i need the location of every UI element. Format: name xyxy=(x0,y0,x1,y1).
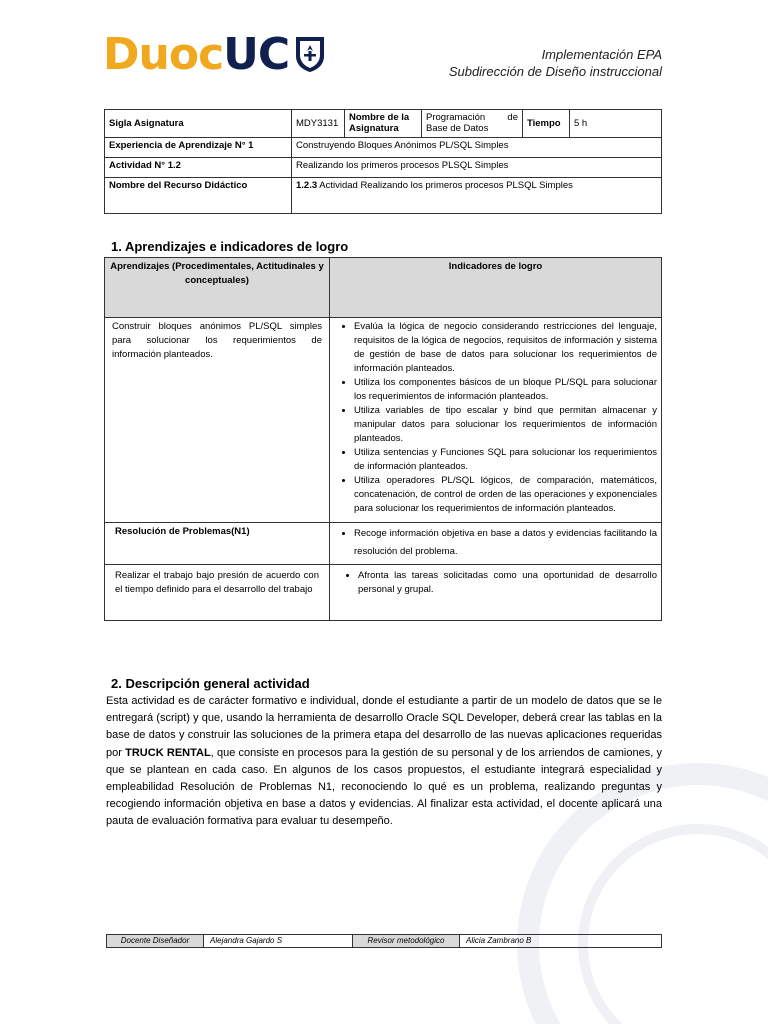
description-text-1: Esta actividad es de carácter formativo e individual, donde el estudiante a partir de un modelo de datos que se le entregará (script) y que, usando la herramienta de desarrollo Oracle SQL Developer, deberá crear las tablas en la base de datos y construir las soluciones de la primera etapa del desarrollo de las nuevas aplicaciones requeridas por xyxy=(106,695,662,759)
indicator-item: • Recoge información objetiva en base a datos y evidencias facilitando la resolución del problema. xyxy=(354,525,657,561)
sigla-value: MDY3131 xyxy=(292,110,345,138)
aprendizaje-3: Realizar el trabajo bajo presión de acuerdo con el tiempo definido para el desarrollo del trabajo xyxy=(105,565,330,621)
revisor-value: Alicia Zambrano B xyxy=(460,935,662,948)
header-line-2: Subdirección de Diseño instruccional xyxy=(448,64,662,79)
description-text-2: , que consiste en procesos para la gestión de su personal y de los arriendos de camiones, y que se plantean en cada caso. En algunos de los casos propuestos, el estudiante integrará especialidad y empleabilidad Resolución de Problemas N1, reconociendo lo qué es un problema, realizando preguntas y recogiendo información objetiva en base a datos y evidencias. Al finalizar esta actividad, el docente aplicará una pauta de evaluación formativa para evaluar tu desempeño. xyxy=(106,746,662,828)
nombre-label: Nombre de la Asignatura xyxy=(345,110,422,138)
indicator-item: • Utiliza operadores PL/SQL lógicos, de comparación, matemáticos, concatenación, de control de orden de las operaciones y exponenciales para solucionar los requerimientos de información planteados. xyxy=(354,474,657,516)
description-company: TRUCK RENTAL xyxy=(125,746,211,759)
indicadores-list-2 xyxy=(336,525,657,561)
activity-description xyxy=(106,693,662,831)
indicadores-header: Indicadores de logro xyxy=(330,258,662,318)
recurso-label: Nombre del Recurso Didáctico xyxy=(105,178,292,214)
revisor-label: Revisor metodológico xyxy=(353,935,460,948)
university-seal-icon xyxy=(293,34,327,74)
tiempo-label: Tiempo xyxy=(523,110,570,138)
actividad-value: Realizando los primeros procesos PLSQL Simples xyxy=(292,158,662,178)
logo-uc-text: UC xyxy=(223,28,290,80)
header-line-1: Implementación EPA xyxy=(541,47,662,62)
aprendizaje-2: Resolución de Problemas(N1) xyxy=(105,523,330,565)
indicator-item: • Afronta las tareas solicitadas como una oportunidad de desarrollo personal y grupal. xyxy=(358,569,657,597)
indicator-item: • Utiliza sentencias y Funciones SQL para solucionar los requerimientos de información planteados. xyxy=(354,446,657,474)
section-1-title: 1. Aprendizajes e indicadores de logro xyxy=(111,239,349,254)
aprendizaje-1: Construir bloques anónimos PL/SQL simples para solucionar los requerimientos de información planteados. xyxy=(105,318,330,523)
docente-label: Docente Diseñador xyxy=(107,935,204,948)
indicadores-list-3 xyxy=(340,569,657,597)
aprendizajes-header: Aprendizajes (Procedimentales, Actitudinales y conceptuales) xyxy=(105,258,330,318)
nombre-value: Programación de Base de Datos xyxy=(422,110,523,138)
tiempo-value: 5 h xyxy=(570,110,662,138)
indicator-item: • Utiliza los componentes básicos de un bloque PL/SQL para solucionar los requerimientos de información planteados. xyxy=(354,376,657,404)
recurso-value: Actividad Realizando los primeros procesos PLSQL Simples xyxy=(317,180,573,191)
duocuc-logo xyxy=(103,26,327,82)
learning-indicators-table xyxy=(104,257,662,621)
logo-duoc-text: Duoc xyxy=(103,28,224,80)
indicator-item: • Evalúa la lógica de negocio considerando restricciones del lenguaje, requisitos de la lógica de negocios, requisitos de información y sistema de gestión de base de datos para solucionar los requerimientos de información planteados. xyxy=(354,320,657,376)
experiencia-value: Construyendo Bloques Anónimos PL/SQL Simples xyxy=(292,138,662,158)
indicadores-list-1 xyxy=(336,320,657,516)
recurso-value-cell xyxy=(292,178,662,214)
docente-value: Alejandra Gajardo S xyxy=(204,935,353,948)
sigla-label: Sigla Asignatura xyxy=(105,110,292,138)
section-2-title: 2. Descripción general actividad xyxy=(111,676,310,691)
indicator-item: • Utiliza variables de tipo escalar y bind que permitan almacenar y manipular datos para solucionar los requerimientos de información planteados. xyxy=(354,404,657,446)
experiencia-label: Experiencia de Aprendizaje N° 1 xyxy=(105,138,292,158)
footer-credits-table xyxy=(106,934,662,948)
document-header xyxy=(449,46,662,80)
course-info-table xyxy=(104,109,662,214)
recurso-number: 1.2.3 xyxy=(296,180,318,191)
actividad-label: Actividad N° 1.2 xyxy=(105,158,292,178)
